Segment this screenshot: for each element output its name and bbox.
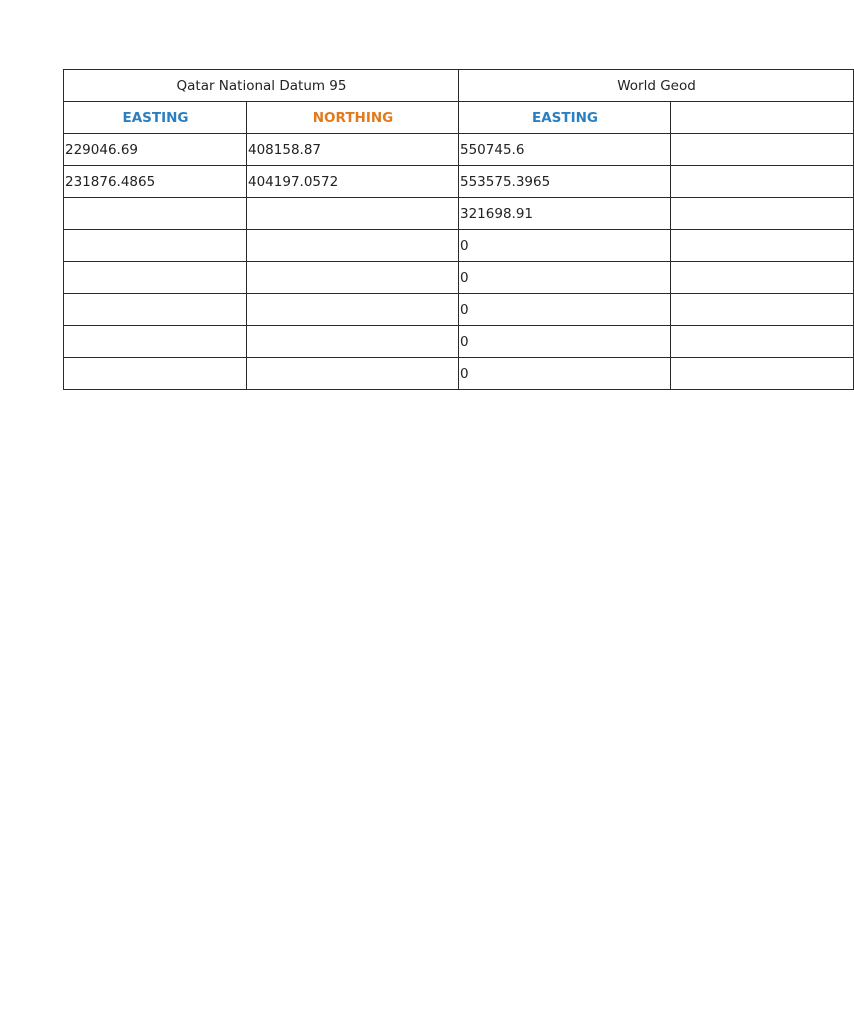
table-cell[interactable] [247, 358, 459, 390]
table-row [64, 358, 854, 390]
table-cell[interactable] [671, 166, 854, 198]
table-cell[interactable]: 408158.87 [247, 134, 459, 166]
table-cell[interactable] [247, 262, 459, 294]
table-cell[interactable] [247, 198, 459, 230]
coordinate-table [63, 69, 854, 390]
table-cell[interactable] [64, 198, 247, 230]
table-cell[interactable]: 404197.0572 [247, 166, 459, 198]
table-cell[interactable]: 550745.6 [459, 134, 671, 166]
table-cell[interactable] [671, 358, 854, 390]
datum-header-row [64, 70, 854, 102]
table-row [64, 294, 854, 326]
table-cell[interactable] [247, 326, 459, 358]
table-row [64, 230, 854, 262]
header-cell-hidden[interactable] [671, 102, 854, 134]
table-cell[interactable]: 231876.4865 [64, 166, 247, 198]
table-cell[interactable] [671, 230, 854, 262]
table-cell[interactable] [247, 230, 459, 262]
table-row [64, 134, 854, 166]
table-cell[interactable] [64, 358, 247, 390]
table-row [64, 262, 854, 294]
table-cell[interactable]: 0 [459, 326, 671, 358]
table-cell[interactable] [671, 326, 854, 358]
table-cell[interactable]: 229046.69 [64, 134, 247, 166]
table-cell[interactable] [64, 262, 247, 294]
table-row [64, 166, 854, 198]
table-cell[interactable]: 553575.3965 [459, 166, 671, 198]
table-cell[interactable]: 0 [459, 262, 671, 294]
table-cell[interactable] [671, 294, 854, 326]
datum-title-qnd95[interactable]: Qatar National Datum 95 [64, 70, 459, 102]
column-header-row [64, 102, 854, 134]
table-cell[interactable] [64, 294, 247, 326]
table-cell[interactable]: 321698.91 [459, 198, 671, 230]
datum-title-wgs[interactable]: World Geod [459, 70, 854, 102]
header-easting-qnd[interactable]: EASTING [64, 102, 247, 134]
table-cell[interactable] [671, 262, 854, 294]
table-cell[interactable] [64, 326, 247, 358]
header-northing-qnd[interactable]: NORTHING [247, 102, 459, 134]
spreadsheet-view [63, 69, 696, 395]
header-easting-wgs[interactable]: EASTING [459, 102, 671, 134]
table-cell[interactable] [247, 294, 459, 326]
table-row [64, 326, 854, 358]
table-cell[interactable] [64, 230, 247, 262]
table-cell[interactable] [671, 198, 854, 230]
table-row [64, 198, 854, 230]
table-cell[interactable]: 0 [459, 358, 671, 390]
table-cell[interactable] [671, 134, 854, 166]
table-cell[interactable]: 0 [459, 230, 671, 262]
table-cell[interactable]: 0 [459, 294, 671, 326]
